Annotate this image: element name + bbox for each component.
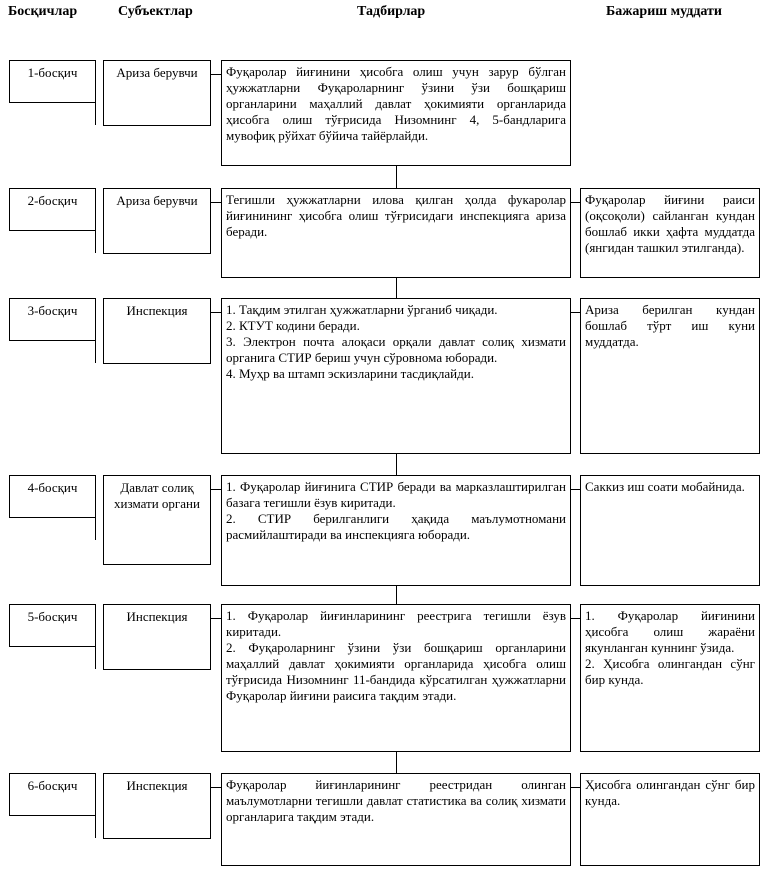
- deadline-text: Саккиз иш соати мобайнида.: [585, 479, 745, 494]
- header-subjects: Субъектлар: [118, 4, 193, 19]
- connector-line: [95, 604, 96, 669]
- stage-1-box: [9, 60, 96, 103]
- header-actions: Тадбирлар: [357, 4, 426, 19]
- stage-4-box: [9, 475, 96, 518]
- action-text: 1. Фуқаролар йиғинларининг реестрига тегишли ёзув киритади.: [226, 608, 566, 639]
- deadline-text: Ариза берилган кундан бошлаб тўрт иш куни муддатда.: [585, 302, 755, 349]
- action-6-box: [221, 773, 571, 866]
- subject-label: Давлат солиқ хизмати органи: [114, 480, 200, 511]
- connector-line: [211, 202, 221, 203]
- connector-line: [211, 787, 221, 788]
- stage-6-box: [9, 773, 96, 816]
- stage-label: 2-босқич: [27, 193, 78, 208]
- deadline-3-box: [580, 298, 760, 454]
- action-text: 2. Фуқароларнинг ўзини ўзи бошқариш органларини маҳаллий давлат ҳокимияти органларида ҳисобга олиш тўғрисида Низомнинг 11-бандида кўрсатилган ҳужжатларни Фуқаролар йиғини раисига тақдим этади.: [226, 640, 566, 703]
- action-text: 3. Электрон почта алоқаси орқали давлат солиқ хизмати органига СТИР бериш учун сўровномa юборади.: [226, 334, 566, 365]
- header-deadline: Бажариш муддати: [606, 4, 722, 19]
- subject-label: Ариза берувчи: [116, 193, 198, 208]
- deadline-2-box: [580, 188, 760, 278]
- action-text: 4. Муҳр ва штамп эскизларини тасдиқлайди.: [226, 366, 474, 381]
- action-2-box: [221, 188, 571, 278]
- action-text: 2. СТИР берилганлиги ҳақида маълумотномани расмийлаштиради ва инспекцияга юборади.: [226, 511, 566, 542]
- connector-line: [571, 787, 580, 788]
- subject-label: Инспекция: [126, 609, 188, 624]
- connector-line: [571, 489, 580, 490]
- subject-1-box: [103, 60, 211, 126]
- connector-line: [211, 618, 221, 619]
- stage-5-box: [9, 604, 96, 647]
- action-4-box: [221, 475, 571, 586]
- stage-label: 4-босқич: [27, 480, 78, 495]
- connector-line: [211, 74, 221, 75]
- subject-label: Инспекция: [126, 303, 188, 318]
- action-5-box: [221, 604, 571, 752]
- deadline-text: Фуқаролар йиғини раиси (оқсоқоли) сайланган кундан бошлаб икки ҳафта муддатда (янгидан ташкил этилганда).: [585, 192, 755, 255]
- subject-5-box: [103, 604, 211, 670]
- connector-line: [95, 773, 96, 838]
- action-1-box: [221, 60, 571, 166]
- deadline-5-box: [580, 604, 760, 752]
- connector-line: [95, 188, 96, 253]
- connector-line: [95, 475, 96, 540]
- connector-line: [211, 312, 221, 313]
- deadline-4-box: [580, 475, 760, 586]
- subject-label: Инспекция: [126, 778, 188, 793]
- action-3-box: [221, 298, 571, 454]
- action-text: 1. Тақдим этилган ҳужжатларни ўрганиб чиқади.: [226, 302, 498, 317]
- subject-2-box: [103, 188, 211, 254]
- deadline-6-box: [580, 773, 760, 866]
- connector-line: [95, 60, 96, 125]
- action-text: Фуқаролар йиғинларининг реестридан олинган маълумотларни тегишли давлат статистика ва солиқ хизмати органларига тақдим этади.: [226, 777, 566, 824]
- connector-line: [571, 618, 580, 619]
- stage-label: 6-босқич: [27, 778, 78, 793]
- deadline-text: Ҳисобга олингандан сўнг бир кунда.: [585, 777, 755, 808]
- stage-label: 1-босқич: [27, 65, 78, 80]
- connector-line: [211, 489, 221, 490]
- connector-line: [95, 298, 96, 363]
- stage-label: 5-босқич: [27, 609, 78, 624]
- action-text: 1. Фуқаролар йиғинига СТИР беради ва марказлаштирилган базага тегишли ёзув киритади.: [226, 479, 566, 510]
- subject-label: Ариза берувчи: [116, 65, 198, 80]
- subject-3-box: [103, 298, 211, 364]
- stage-3-box: [9, 298, 96, 341]
- deadline-text: 1. Фуқаролар йиғинини ҳисобга олиш жараёни якунланган куннинг ўзида.: [585, 608, 755, 655]
- action-text: Фуқаролар йиғинини ҳисобга олиш учун зарур бўлган ҳужжатларни Фуқароларнинг ўзини ўзи бошқариш органларини маҳаллий давлат ҳокимияти органларида ҳисобга олиш тўғрисида Низомнинг 4, 5-бандларига мувофиқ рўйхат бўйича тайёрлайди.: [226, 64, 566, 143]
- deadline-text: 2. Ҳисобга олингандан сўнг бир кунда.: [585, 656, 755, 687]
- stage-label: 3-босқич: [27, 303, 78, 318]
- stage-2-box: [9, 188, 96, 231]
- action-text: 2. КТУТ кодини беради.: [226, 318, 360, 333]
- header-stages: Босқичлар: [8, 4, 78, 19]
- connector-line: [571, 312, 580, 313]
- action-text: Тегишли ҳужжатларни илова қилган ҳолда фукаролар йиғинининг ҳисобга олиш тўғрисидаги инспекцияга ариза беради.: [226, 192, 566, 239]
- connector-line: [571, 202, 580, 203]
- subject-6-box: [103, 773, 211, 839]
- subject-4-box: [103, 475, 211, 565]
